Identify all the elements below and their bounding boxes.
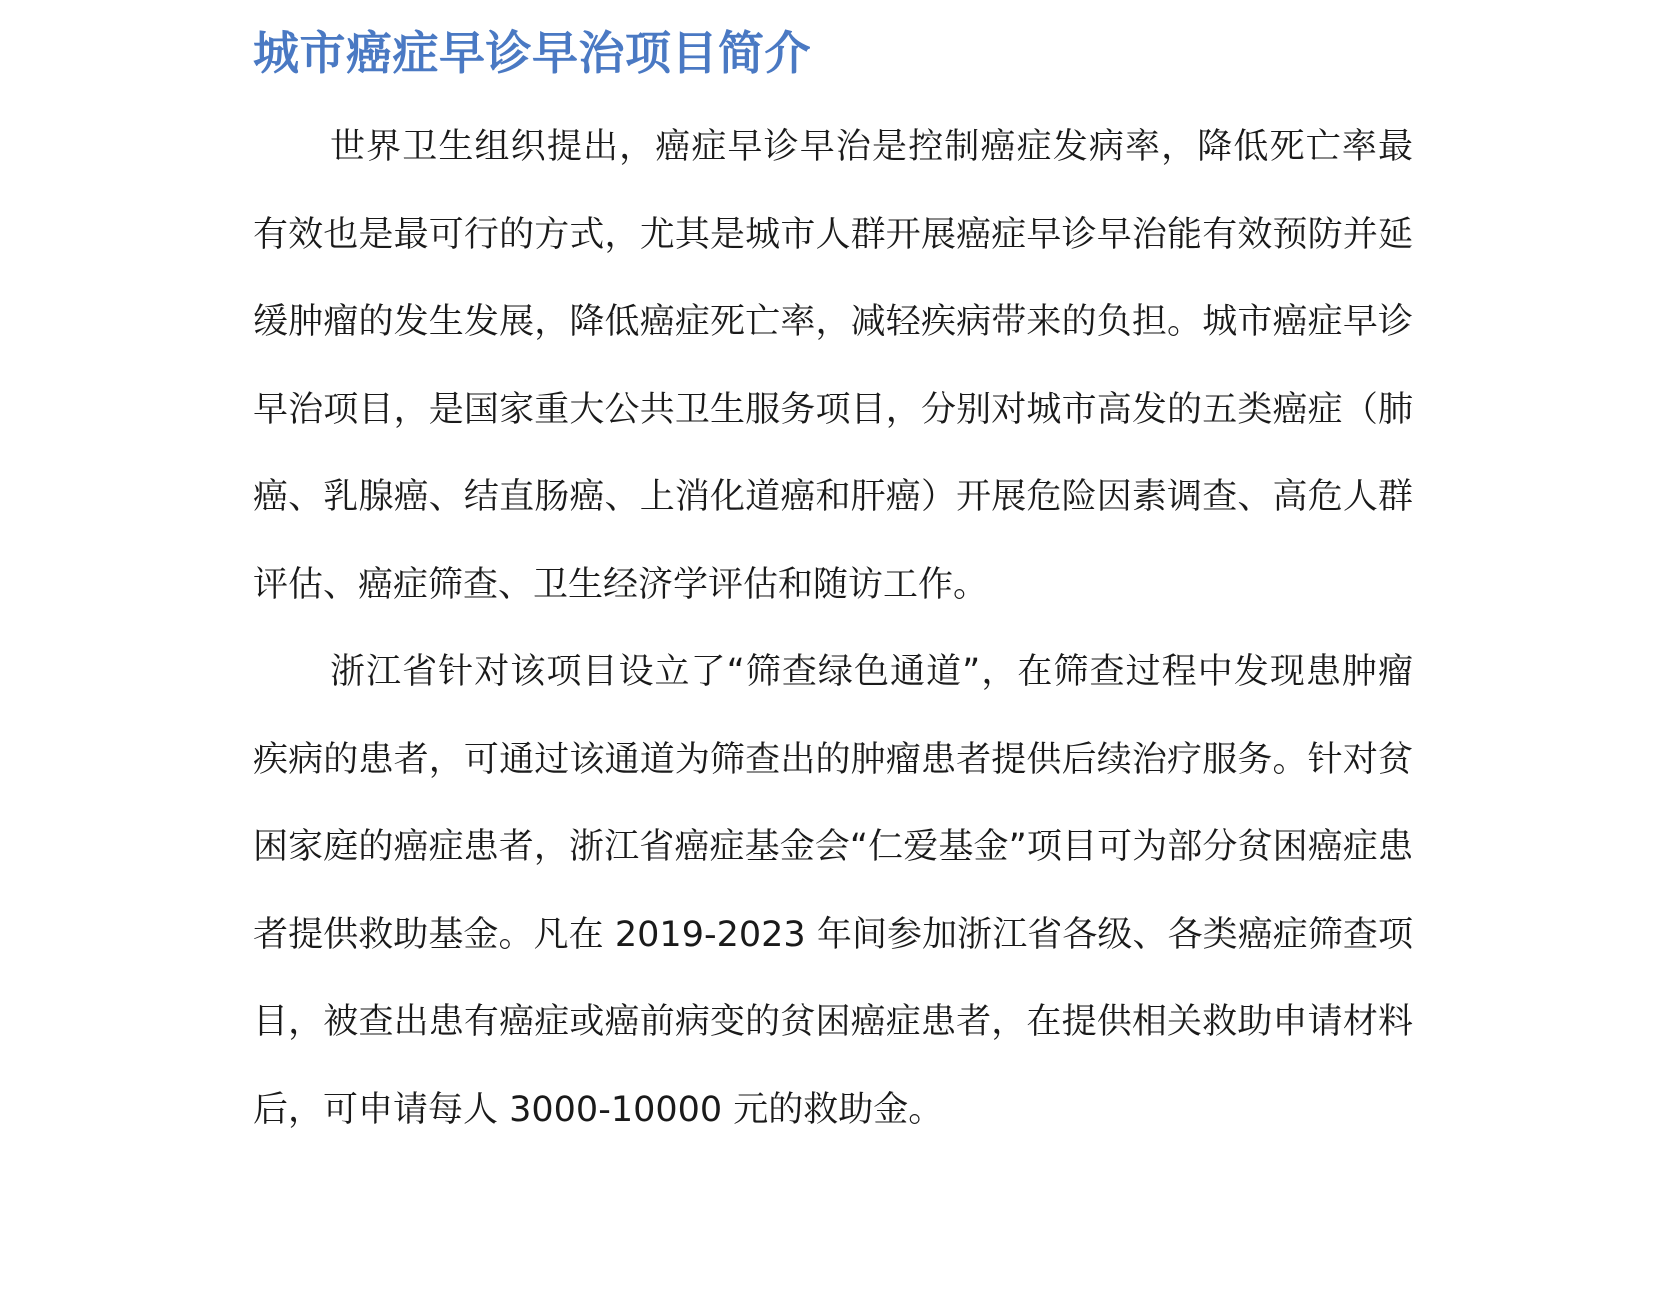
page-title: 城市癌症早诊早治项目简介 xyxy=(253,26,811,80)
document-page xyxy=(253,22,1413,1154)
intro-paragraph: 世界卫生组织提出，癌症早诊早治是控制癌症发病率，降低死亡率最有效也是最可行的方式，尤其是城市人群开展癌症早诊早治能有效预防并延缓肿瘤的发生发展，降低癌症死亡率，减轻疾病带来的负担。城市癌症早诊早治项目，是国家重大公共卫生服务项目，分别对城市高发的五类癌症（肺癌、乳腺癌、结直肠癌、上消化道癌和肝癌）开展危险因素调查、高危人群评估、癌症筛查、卫生经济学评估和随访工作。 xyxy=(253,127,1413,605)
green-channel-paragraph: 浙江省针对该项目设立了“筛查绿色通道”，在筛查过程中发现患肿瘤疾病的患者，可通过该通道为筛查出的肿瘤患者提供后续治疗服务。针对贫困家庭的癌症患者，浙江省癌症基金会“仁爱基金”项目可为部分贫困癌症患者提供救助基金。凡在 2019-2023 年间参加浙江省各级、各类癌症筛查项目，被查出患有癌症或癌前病变的贫困癌症患者，在提供相关救助申请材料后，可申请每人 3000-10000 元的救助金。 xyxy=(253,652,1413,1130)
